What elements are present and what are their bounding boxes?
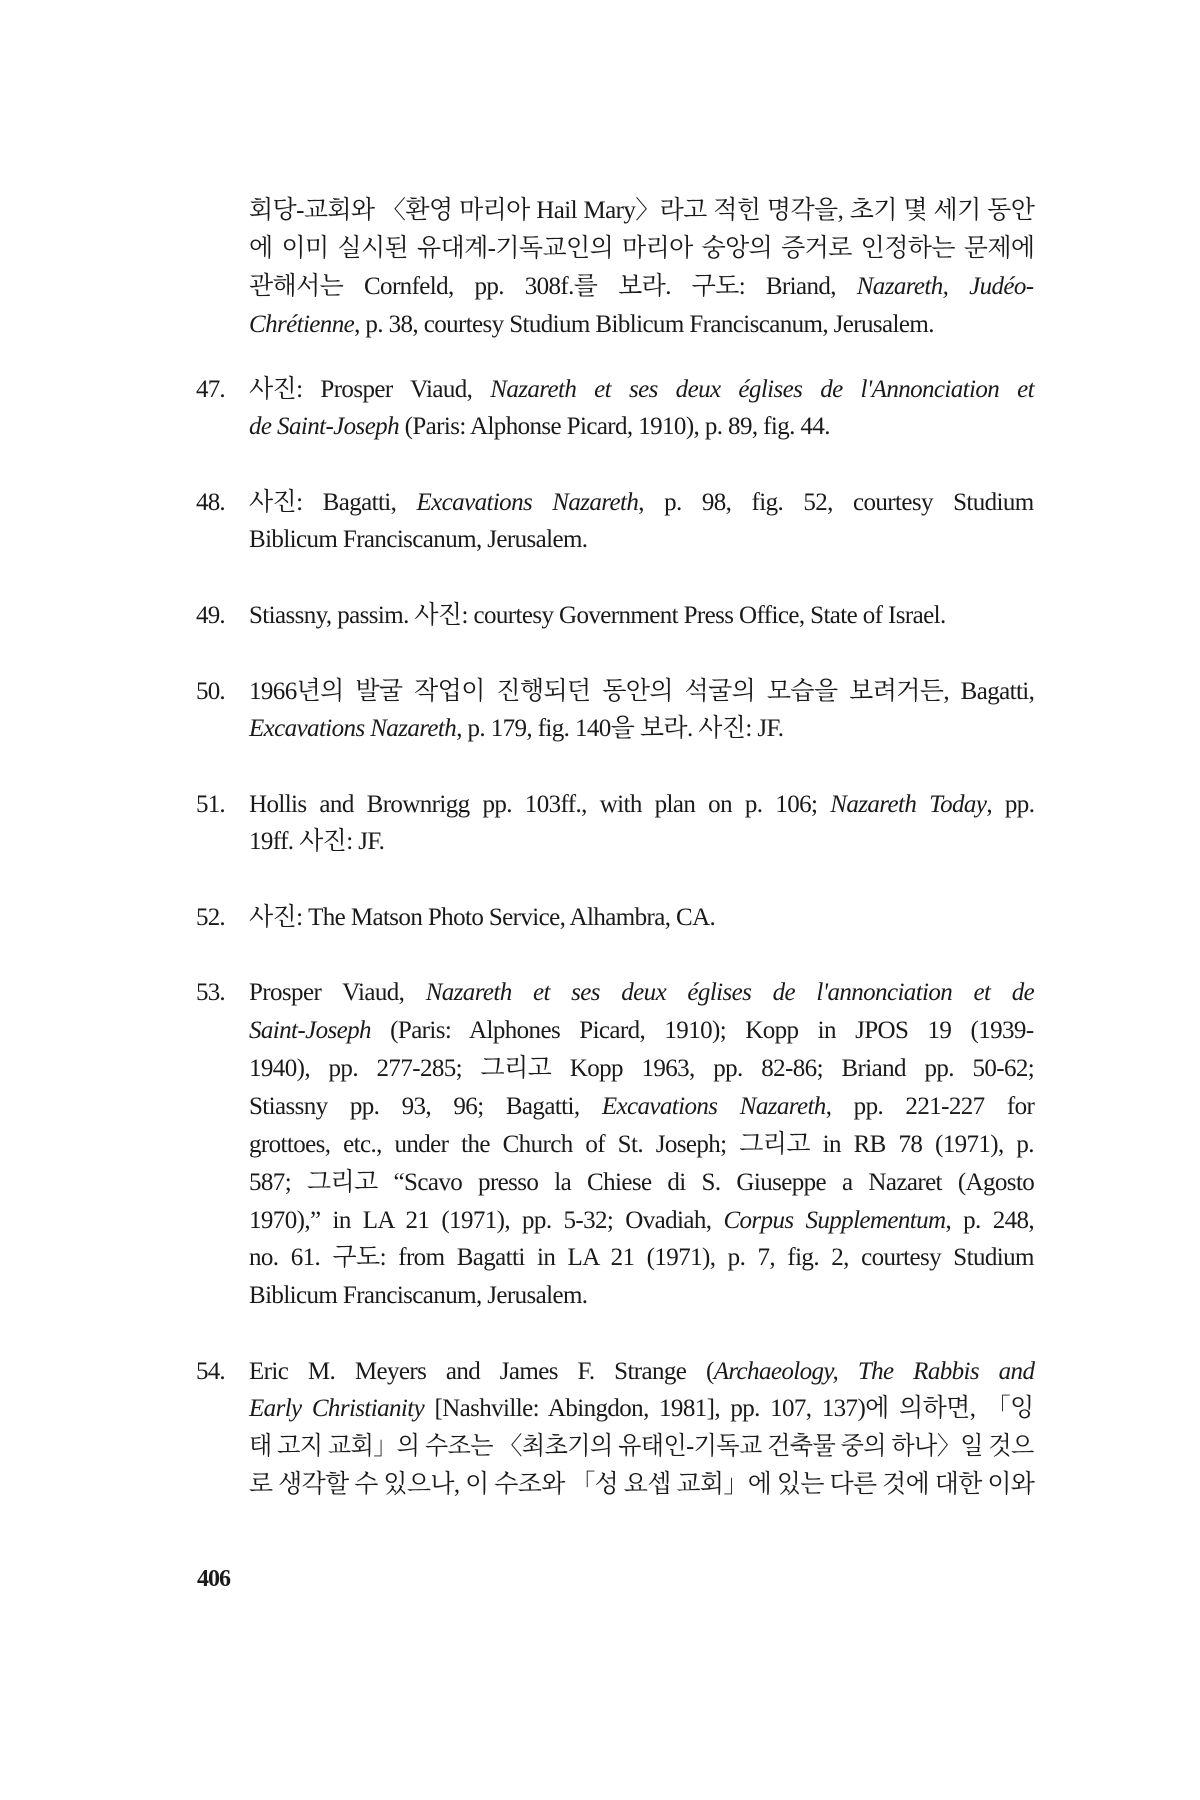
text-run: 태 고지 교회」의 수조는 〈최초기의 유태인-기독교 건축물 중의 하나〉일 것으 (249, 1433, 1034, 1460)
text-line-content (249, 1468, 1034, 1502)
text-line-content (249, 410, 830, 444)
italic-title-text: Corpus Supplementum (723, 1207, 946, 1234)
text-line (249, 486, 1034, 520)
italic-title-text: Saint-Joseph (249, 1017, 371, 1044)
text-line-content (249, 1090, 1034, 1124)
text-line-content (249, 308, 934, 342)
text-line (249, 373, 1034, 407)
text-line-content (249, 1241, 1034, 1275)
text-run: Stiassny, passim. 사진: courtesy Government Press Office, State of Israel. (249, 602, 946, 629)
text-run: (Paris: Alphones Picard, 1910); Kopp in JPOS 19 (1939- (370, 1017, 1034, 1044)
text-line (249, 232, 1034, 266)
text-run: 에 이미 실시된 유대계-기독교인의 마리아 숭앙의 증거로 인정하는 문제에 (249, 235, 1035, 262)
text-line-content (249, 976, 1034, 1010)
text-run: , p. 98, fig. 52, courtesy Studium (638, 489, 1034, 516)
text-line-content (249, 1166, 1034, 1200)
text-line-content (249, 712, 783, 746)
text-line (249, 1279, 1034, 1313)
text-line-content (249, 194, 1034, 228)
text-line-content (249, 1128, 1034, 1162)
italic-title-text: Nazareth, Judéo- (856, 273, 1034, 300)
text-run: 587; 그리고 “Scavo presso la Chiese di S. Giuseppe a Nazaret (Agosto (249, 1169, 1035, 1196)
text-run: , p. 248, (945, 1207, 1035, 1234)
text-run: Biblicum Franciscanum, Jerusalem. (249, 526, 588, 553)
text-line (249, 270, 1034, 304)
text-run: 1940), pp. 277-285; 그리고 Kopp 1963, pp. 82-86; Briand pp. 50-62; (249, 1055, 1035, 1082)
text-line (249, 308, 1034, 342)
note-number: 48. (196, 489, 225, 516)
note-number: 49. (196, 602, 225, 629)
text-line (249, 1468, 1034, 1502)
text-run: (Paris: Alphonse Picard, 1910), p. 89, fig. 44. (399, 413, 830, 440)
text-line (249, 901, 1034, 935)
text-line-content (249, 1355, 1034, 1389)
italic-title-text: Nazareth et ses deux églises de l'annonciation et de (425, 979, 1035, 1006)
text-line-content (249, 1392, 1034, 1426)
text-line-content (249, 232, 1034, 266)
text-line-content (249, 523, 587, 557)
text-run: , pp. (986, 791, 1035, 818)
italic-title-text: Archaeology, The Rabbis and (713, 1358, 1035, 1385)
text-line (249, 1355, 1034, 1389)
text-run: Prosper Viaud, (249, 979, 426, 1006)
text-line (249, 1430, 1034, 1464)
text-run: grottoes, etc., under the Church of St. Joseph; 그리고 in RB 78 (1971), p. (249, 1131, 1034, 1158)
text-line-content (249, 486, 1034, 520)
note-number: 47. (196, 376, 225, 403)
text-run: no. 61. 구도: from Bagatti in LA 21 (1971), p. 7, fig. 2, courtesy Studium (249, 1244, 1034, 1271)
note-number: 53. (196, 979, 225, 1006)
text-run: 사진: Prosper Viaud, (249, 376, 491, 403)
text-run: Stiassny pp. 93, 96; Bagatti, (249, 1093, 602, 1120)
text-line (249, 976, 1034, 1010)
text-run: Biblicum Franciscanum, Jerusalem. (249, 1282, 588, 1309)
text-run: [Nashville: Abingdon, 1981], pp. 107, 137)에 의하면, 「잉 (424, 1395, 1034, 1422)
page-number: 406 (197, 1566, 230, 1592)
text-line (249, 712, 1034, 746)
text-line (249, 788, 1034, 822)
text-line (249, 1166, 1034, 1200)
text-run: Eric M. Meyers and James F. Strange ( (249, 1358, 714, 1385)
text-line (249, 1241, 1034, 1275)
text-run: , p. 38, courtesy Studium Biblicum Franciscanum, Jerusalem. (354, 311, 934, 338)
text-line-content (249, 788, 1034, 822)
text-line (249, 599, 1034, 633)
italic-title-text: de Saint-Joseph (249, 413, 399, 440)
text-line (249, 825, 1034, 859)
text-run: Hollis and Brownrigg pp. 103ff., with plan on p. 106; (249, 791, 831, 818)
note-number: 51. (196, 791, 225, 818)
note-number: 52. (196, 904, 225, 931)
text-line (249, 194, 1034, 228)
text-line-content (249, 825, 384, 859)
text-line (249, 675, 1034, 709)
text-run: , pp. 221-227 for (825, 1093, 1035, 1120)
text-line (249, 523, 1034, 557)
text-line-content (249, 1052, 1034, 1086)
text-line-content (249, 901, 715, 935)
text-run: 사진: The Matson Photo Service, Alhambra, CA. (249, 904, 716, 931)
italic-title-text: Excavations Nazareth (416, 489, 639, 516)
italic-title-text: Nazareth Today (830, 791, 987, 818)
text-line (249, 1090, 1034, 1124)
text-run: , p. 179, fig. 140을 보라. 사진: JF. (456, 715, 784, 742)
text-line-content (249, 1279, 587, 1313)
text-line (249, 1014, 1034, 1048)
italic-title-text: Excavations Nazareth (249, 715, 457, 742)
italic-title-text: Chrétienne (249, 311, 355, 338)
text-run: 19ff. 사진: JF. (249, 828, 385, 855)
text-run: 로 생각할 수 있으나, 이 수조와 「성 요셉 교회」에 있는 다른 것에 대한 이와 (249, 1471, 1035, 1498)
text-line-content (249, 373, 1034, 407)
text-line (249, 1128, 1034, 1162)
text-line-content (249, 1430, 1034, 1464)
text-line-content (249, 270, 1034, 304)
text-run: 회당-교회와 〈환영 마리아 Hail Mary〉라고 적힌 명각을, 초기 몇 세기 동안 (249, 197, 1035, 224)
note-number: 54. (196, 1358, 225, 1385)
text-line-content (249, 1204, 1034, 1238)
text-line-content (249, 1014, 1034, 1048)
text-run: 1966년의 발굴 작업이 진행되던 동안의 석굴의 모습을 보려거든, Bagatti, (249, 678, 1035, 705)
text-line (249, 1392, 1034, 1426)
text-run: 관해서는 Cornfeld, pp. 308f.를 보라. 구도: Briand, (249, 273, 857, 300)
text-line (249, 1052, 1034, 1086)
text-run: 1970),” in LA 21 (1971), pp. 5-32; Ovadiah, (249, 1207, 724, 1234)
text-line (249, 1204, 1034, 1238)
text-line-content (249, 599, 946, 633)
italic-title-text: Nazareth et ses deux églises de l'Annonciation et (490, 376, 1034, 403)
text-line-content (249, 675, 1034, 709)
italic-title-text: Early Christianity (249, 1395, 425, 1422)
italic-title-text: Excavations Nazareth (601, 1093, 826, 1120)
note-number: 50. (196, 678, 225, 705)
text-run: 사진: Bagatti, (249, 489, 417, 516)
text-line (249, 410, 1034, 444)
